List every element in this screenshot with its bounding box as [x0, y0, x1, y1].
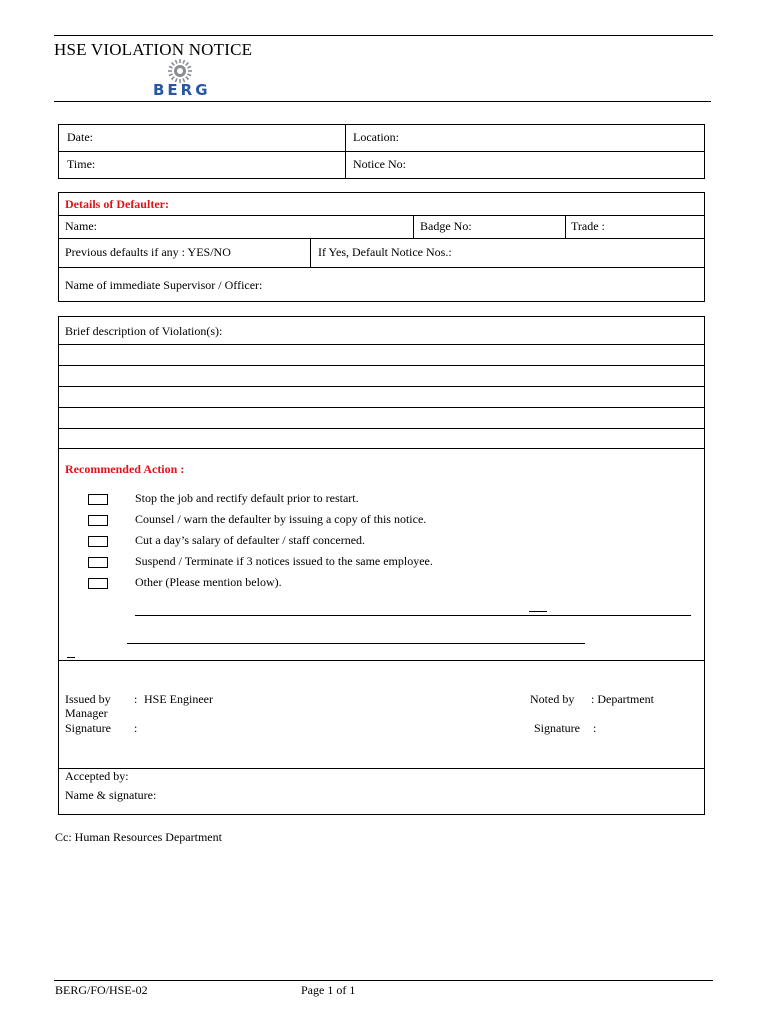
noter-signature-label: Signature	[534, 721, 580, 735]
footer-page-number: Page 1 of 1	[301, 983, 356, 997]
issuer-signature-label: Signature	[65, 721, 111, 735]
page-title: HSE VIOLATION NOTICE	[54, 40, 253, 59]
action-checkbox-counsel[interactable]	[88, 515, 108, 526]
company-logo	[148, 58, 212, 100]
supervisor-label: Name of immediate Supervisor / Officer:	[65, 278, 263, 292]
noted-by-label: Noted by	[530, 692, 575, 706]
header-top-rule	[54, 35, 713, 36]
manager-label: Manager	[65, 706, 108, 720]
general-info-table	[58, 124, 705, 179]
header-bottom-rule	[54, 101, 711, 102]
defaulter-name-field[interactable]	[65, 219, 97, 234]
action-label-other: Other (Please mention below).	[135, 575, 282, 589]
date-field[interactable]	[67, 130, 93, 145]
noted-by-value: : Department	[591, 692, 654, 706]
supervisor-field[interactable]	[65, 278, 262, 293]
issued-by-value: HSE Engineer	[144, 692, 213, 706]
violation-line-3[interactable]	[59, 387, 704, 407]
previous-defaults-field[interactable]	[65, 245, 231, 260]
footer-rule	[54, 980, 713, 981]
action-checkbox-stop-job[interactable]	[88, 494, 108, 505]
other-mention-line-tick	[67, 657, 75, 658]
other-mention-line-1[interactable]	[135, 615, 691, 616]
trade-field[interactable]	[571, 219, 605, 234]
default-notice-nos-field[interactable]	[318, 245, 452, 260]
default-notice-nos-label: If Yes, Default Notice Nos.:	[318, 245, 452, 259]
violation-line-4[interactable]	[59, 408, 704, 428]
location-label: Location:	[353, 130, 399, 144]
cc-line: Cc: Human Resources Department	[55, 830, 222, 844]
notice-no-label: Notice No:	[353, 157, 406, 171]
defaulter-table	[58, 192, 705, 302]
time-label: Time:	[67, 157, 96, 171]
action-checkbox-suspend[interactable]	[88, 557, 108, 568]
trade-label: Trade :	[571, 219, 605, 233]
logo-text: BERG	[153, 81, 211, 99]
issuer-signature-colon: :	[134, 721, 138, 735]
other-mention-line-2[interactable]	[127, 643, 585, 644]
noter-signature-field[interactable]	[534, 721, 580, 736]
action-checkbox-other[interactable]	[88, 578, 108, 589]
violation-table	[58, 316, 705, 661]
issued-by-label: Issued by	[65, 692, 111, 706]
violation-description-label: Brief description of Violation(s):	[65, 324, 223, 338]
accepted-name-signature-field[interactable]	[65, 788, 156, 803]
noter-signature-colon: :	[593, 721, 597, 735]
defaulter-name-label: Name:	[65, 219, 97, 233]
violation-line-2[interactable]	[59, 366, 704, 386]
footer-doc-code: BERG/FO/HSE-02	[55, 983, 148, 997]
violation-line-5[interactable]	[59, 429, 704, 448]
accepted-name-signature-label: Name & signature:	[65, 788, 157, 802]
action-label-cut-salary: Cut a day’s salary of defaulter / staff concerned.	[135, 533, 366, 547]
location-field[interactable]	[353, 130, 399, 145]
accepted-by-label: Accepted by:	[65, 769, 129, 783]
recommended-action-title: Recommended Action :	[65, 462, 185, 476]
violation-line-1[interactable]	[59, 345, 704, 365]
action-label-counsel: Counsel / warn the defaulter by issuing a copy of this notice.	[135, 512, 427, 526]
accepted-by-section	[58, 768, 705, 815]
notice-no-field[interactable]	[353, 157, 406, 172]
previous-defaults-label: Previous defaults if any : YES/NO	[65, 245, 231, 259]
action-checkbox-cut-salary[interactable]	[88, 536, 108, 547]
time-field[interactable]	[67, 157, 95, 172]
issuer-signature-field[interactable]	[65, 721, 111, 736]
badge-no-label: Badge No:	[420, 219, 472, 233]
issued-by-colon: :	[134, 692, 138, 706]
defaulter-section-title: Details of Defaulter:	[65, 197, 169, 211]
action-label-suspend: Suspend / Terminate if 3 notices issued to the same employee.	[135, 554, 433, 568]
other-mention-line-short	[529, 611, 547, 612]
action-label-stop-job: Stop the job and rectify default prior to restart.	[135, 491, 359, 505]
date-label: Date:	[67, 130, 93, 144]
issued-by-section	[58, 660, 705, 769]
badge-no-field[interactable]	[420, 219, 472, 234]
